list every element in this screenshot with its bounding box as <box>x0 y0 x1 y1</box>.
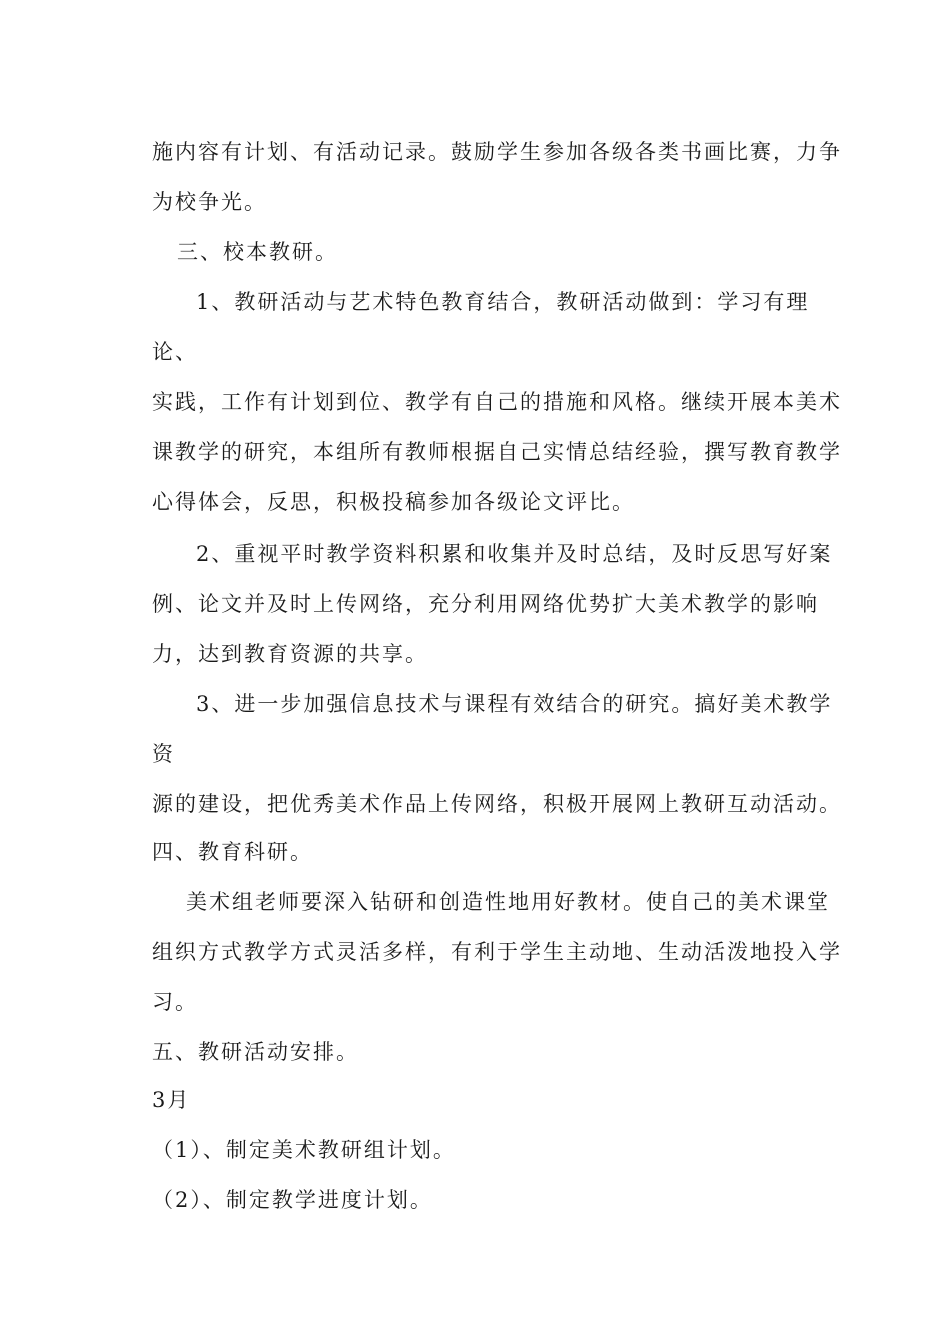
list-item: （2）、制定教学进度计划。 <box>152 1188 433 1212</box>
paragraph-line: 论、 <box>152 340 198 364</box>
paragraph-line: 2、重视平时教学资料积累和收集并及时总结，及时反思写好案 <box>196 542 833 566</box>
section-heading: 五、教研活动安排。 <box>152 1040 359 1064</box>
paragraph-line: 心得体会，反思，积极投稿参加各级论文评比。 <box>152 490 635 514</box>
paragraph-line: 习。 <box>152 990 198 1014</box>
paragraph-line: 美术组老师要深入钻研和创造性地用好教材。使自己的美术课堂 <box>186 890 830 914</box>
paragraph-line: 为校争光。 <box>152 190 267 214</box>
paragraph-line: 课教学的研究，本组所有教师根据自己实情总结经验，撰写教育教学 <box>152 440 842 464</box>
paragraph-line: 组织方式教学方式灵活多样，有利于学生主动地、生动活泼地投入学 <box>152 940 842 964</box>
paragraph-line: 施内容有计划、有活动记录。鼓励学生参加各级各类书画比赛，力争 <box>152 140 842 164</box>
paragraph-line: 源的建设，把优秀美术作品上传网络，积极开展网上教研互动活动。 <box>152 792 842 816</box>
section-heading: 三、校本教研。 <box>177 240 338 264</box>
paragraph-line: 例、论文并及时上传网络，充分利用网络优势扩大美术教学的影响 <box>152 592 819 616</box>
list-item: （1）、制定美术教研组计划。 <box>152 1138 456 1162</box>
paragraph-line: 力，达到教育资源的共享。 <box>152 642 428 666</box>
paragraph-line: 3、进一步加强信息技术与课程有效结合的研究。搞好美术教学 <box>196 692 833 716</box>
paragraph-line: 1、教研活动与艺术特色教育结合，教研活动做到：学习有理 <box>196 290 810 314</box>
section-heading: 四、教育科研。 <box>152 840 313 864</box>
paragraph-line: 资 <box>152 742 175 766</box>
month-label: 3月 <box>152 1088 191 1112</box>
paragraph-line: 实践，工作有计划到位、教学有自己的措施和风格。继续开展本美术 <box>152 390 842 414</box>
